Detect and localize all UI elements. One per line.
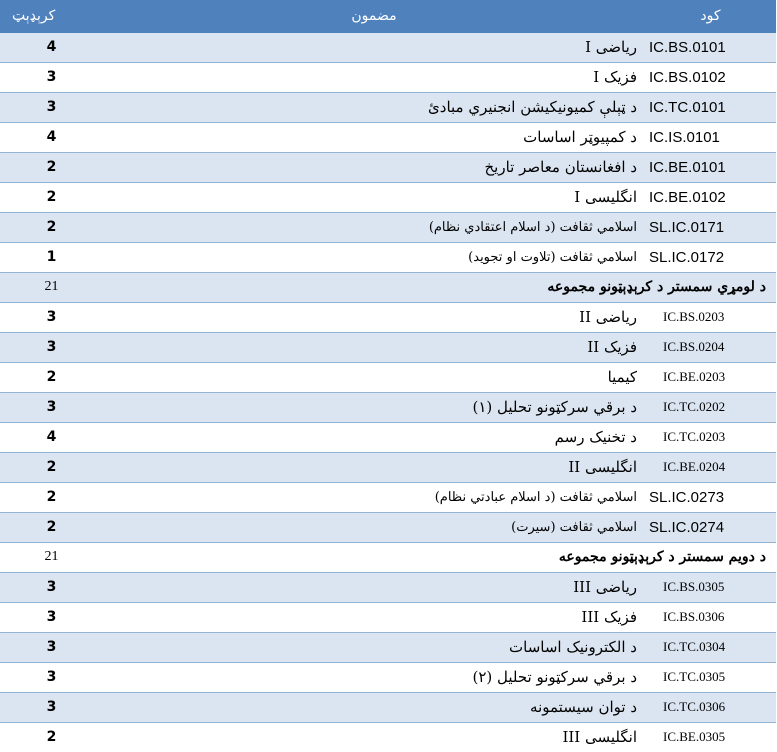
subject-cell: انگلیسی II — [103, 452, 645, 482]
subject-cell: کیمیا — [103, 362, 645, 392]
table-row — [0, 32, 776, 62]
code-cell: IC.BE.0204 — [645, 452, 776, 482]
subject-cell: د توان سیستمونه — [103, 692, 645, 722]
table-row — [0, 212, 776, 242]
credit-cell: 3 — [0, 662, 103, 692]
credit-cell: 2 — [0, 512, 103, 542]
credit-cell: 3 — [0, 332, 103, 362]
credit-cell: 2 — [0, 182, 103, 212]
credit-cell: 1 — [0, 242, 103, 272]
subject-cell: د ټېلې کمیونیکیشن انجنیري مبادئ — [103, 92, 645, 122]
table-row — [0, 722, 776, 752]
table-row — [0, 422, 776, 452]
table-row — [0, 662, 776, 692]
credit-cell: 3 — [0, 572, 103, 602]
table-row — [0, 512, 776, 542]
subject-cell: ریاضی I — [103, 32, 645, 62]
semester-total-row — [0, 542, 776, 572]
subject-cell: اسلامي ثقافت (تلاوت او تجوید) — [103, 242, 645, 272]
table-header-row — [0, 0, 776, 32]
code-cell: IC.BS.0204 — [645, 332, 776, 362]
credit-cell: 2 — [0, 722, 103, 752]
semester-total-label: د لومړي سمستر د کرېډېټونو مجموعه — [103, 272, 776, 302]
subject-cell: اسلامي ثقافت (سیرت) — [103, 512, 645, 542]
code-cell: IC.BE.0101 — [645, 152, 776, 182]
code-cell: SL.IC.0172 — [645, 242, 776, 272]
subject-cell: اسلامي ثقافت (د اسلام اعتقادي نظام) — [103, 212, 645, 242]
semester-total-row — [0, 272, 776, 302]
subject-cell: انگلیسی III — [103, 722, 645, 752]
credit-cell: 2 — [0, 212, 103, 242]
code-cell: IC.BS.0305 — [645, 572, 776, 602]
table-row — [0, 362, 776, 392]
credit-cell: 3 — [0, 392, 103, 422]
table-row — [0, 242, 776, 272]
table-row — [0, 632, 776, 662]
code-cell: IC.TC.0306 — [645, 692, 776, 722]
subject-cell: فزیک II — [103, 332, 645, 362]
subject-cell: ریاضی III — [103, 572, 645, 602]
code-cell: SL.IC.0273 — [645, 482, 776, 512]
semester-total-label: د دویم سمستر د کرېډېټونو مجموعه — [103, 542, 776, 572]
table-body — [0, 32, 776, 752]
credit-cell: 3 — [0, 692, 103, 722]
code-cell: SL.IC.0274 — [645, 512, 776, 542]
credit-cell: 3 — [0, 302, 103, 332]
credit-cell: 3 — [0, 62, 103, 92]
subject-cell: اسلامي ثقافت (د اسلام عبادتي نظام) — [103, 482, 645, 512]
code-cell: IC.BS.0306 — [645, 602, 776, 632]
credit-cell: 3 — [0, 92, 103, 122]
credit-cell: 2 — [0, 362, 103, 392]
code-cell: IC.TC.0203 — [645, 422, 776, 452]
subject-cell: انگلیسی I — [103, 182, 645, 212]
code-cell: IC.BS.0203 — [645, 302, 776, 332]
subject-cell: د برقي سرکټونو تحلیل (۱) — [103, 392, 645, 422]
code-cell: IC.BS.0102 — [645, 62, 776, 92]
credit-cell: 2 — [0, 452, 103, 482]
table-row — [0, 332, 776, 362]
table-row — [0, 572, 776, 602]
table-row — [0, 62, 776, 92]
table-row — [0, 122, 776, 152]
code-cell: IC.BE.0203 — [645, 362, 776, 392]
table-row — [0, 602, 776, 632]
code-cell: IC.TC.0202 — [645, 392, 776, 422]
credit-cell: 3 — [0, 602, 103, 632]
credit-cell: 2 — [0, 152, 103, 182]
credit-cell: 4 — [0, 422, 103, 452]
code-cell: IC.IS.0101 — [645, 122, 776, 152]
code-cell: IC.BS.0101 — [645, 32, 776, 62]
table-row — [0, 392, 776, 422]
header-code: کود — [645, 0, 776, 32]
subject-cell: د افغانستان معاصر تاریخ — [103, 152, 645, 182]
table-row — [0, 302, 776, 332]
total-credits: 21 — [0, 542, 103, 572]
subject-cell: د کمپیوټر اساسات — [103, 122, 645, 152]
credit-cell: 3 — [0, 632, 103, 662]
code-cell: IC.BE.0305 — [645, 722, 776, 752]
header-credit: کرېډېټ — [0, 0, 103, 32]
table-row — [0, 482, 776, 512]
subject-cell: د الکترونیک اساسات — [103, 632, 645, 662]
header-subject: مضمون — [103, 0, 645, 32]
code-cell: IC.TC.0305 — [645, 662, 776, 692]
subject-cell: د برقي سرکټونو تحلیل (۲) — [103, 662, 645, 692]
credit-cell: 2 — [0, 482, 103, 512]
table-row — [0, 692, 776, 722]
subject-cell: فزیک III — [103, 602, 645, 632]
table-row — [0, 92, 776, 122]
code-cell: IC.TC.0304 — [645, 632, 776, 662]
subject-cell: ریاضی II — [103, 302, 645, 332]
table-row — [0, 152, 776, 182]
credit-cell: 4 — [0, 32, 103, 62]
total-credits: 21 — [0, 272, 103, 302]
table-row — [0, 452, 776, 482]
subject-cell: فزیک I — [103, 62, 645, 92]
code-cell: IC.TC.0101 — [645, 92, 776, 122]
table-row — [0, 182, 776, 212]
code-cell: SL.IC.0171 — [645, 212, 776, 242]
subject-cell: د تخنیک رسم — [103, 422, 645, 452]
credit-cell: 4 — [0, 122, 103, 152]
code-cell: IC.BE.0102 — [645, 182, 776, 212]
